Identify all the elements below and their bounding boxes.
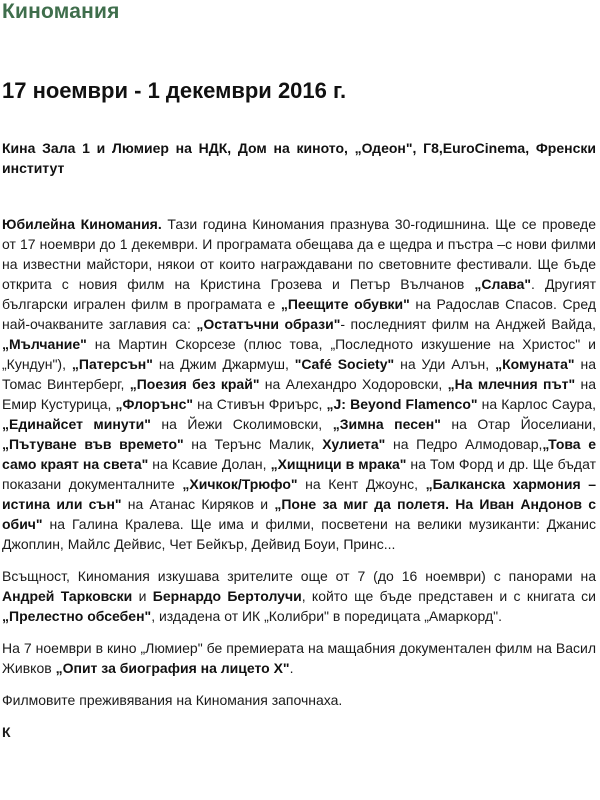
article-paragraph-5-truncated: К xyxy=(2,724,11,740)
bold-title-span: „Хичкок/Трюфо" xyxy=(182,476,298,492)
text-span: , издадена от ИК „Колибри" в поредицата „Амаркорд". xyxy=(151,608,503,624)
text-span: на Галина Кралева. Ще има и филми, посветени на велики музиканти: Джанис Джоплин, Майлс Дейвис, Чет Бейкър, Дейвид Боуи, Принс... xyxy=(2,516,596,552)
text-span: Тази година Киномания празнува 30-годишнина. Ще се проведе от 17 ноември до 1 декември. И програмата обещава да е щедра и пъстра –с нови филми на известни майстори, някои от които награждавани по световните фестивали. Ще бъде открита с новия филм на Кристина Грозева и Петър Вълчанов xyxy=(2,216,597,292)
text-span: на Джим Джармуш, xyxy=(152,356,295,372)
text-span: . Другият български игрален филм в програмата е xyxy=(2,276,596,312)
article-paragraph-4: Филмовите преживявания на Киномания започнаха. xyxy=(2,692,343,708)
text-span: - последният филм на Анджей Вайда, xyxy=(340,316,596,332)
bold-title-span: „Пеещите обувки" xyxy=(280,296,410,312)
bold-title-span: „Мълчание" xyxy=(2,336,87,352)
text-span: и xyxy=(132,588,153,604)
bold-title-span: „Поне за миг да полетя. На Иван Андонов с обич" xyxy=(2,496,596,532)
text-span: на Кент Джоунс, xyxy=(297,476,426,492)
bold-title-span: „Единайсет минути" xyxy=(2,416,151,432)
bold-title-span: „Балканска хармония – истина или сън" xyxy=(2,476,596,512)
bold-title-span: „J: Beyond Flamenco" xyxy=(326,396,478,412)
bold-title-span: „Слава" xyxy=(474,276,531,292)
bold-title-span: „Хищници в мрака" xyxy=(270,456,407,472)
bold-title-span: „Патерсън" xyxy=(71,356,153,372)
bold-title-span: Андрей Тарковски xyxy=(2,588,133,604)
bold-title-span: „На млечния път" xyxy=(447,376,576,392)
text-span: на Уди Алън, xyxy=(394,356,496,372)
bold-title-span: „Това е само краят на света" xyxy=(2,436,597,472)
text-span: на Радослав Спасов. Сред най-очакваните заглавия са: xyxy=(2,296,596,332)
bold-title-span: „Опит за биография на лицето Х" xyxy=(55,660,290,676)
text-span: на Терънс Малик, xyxy=(183,436,323,452)
article-paragraph-3 xyxy=(2,638,596,678)
text-span: на Томас Винтерберг, xyxy=(2,356,596,392)
bold-title-span: „Флорънс" xyxy=(115,396,194,412)
bold-title-span: "Café Society" xyxy=(294,356,395,372)
text-span: на Атанас Киряков и xyxy=(121,496,275,512)
bold-title-span: „Зимна песен" xyxy=(332,416,441,432)
text-span: на Емир Кустурица, xyxy=(2,376,596,412)
text-span: на Мартин Скорсезе (плюс това, „Последното изкушение на Христос" и „Кундун"), xyxy=(2,336,596,372)
bold-title-span: Хулиета" xyxy=(322,436,386,452)
text-span: . xyxy=(289,660,294,676)
text-span: на Отар Йоселиани, xyxy=(440,416,597,432)
text-span: на Педро Алмодовар, xyxy=(385,436,543,452)
text-span: на Стивън Фриърс, xyxy=(193,396,327,412)
text-span: Всъщност, Киномания изкушава зрителите още от 7 (до 16 ноември) с панорами на xyxy=(2,568,596,584)
text-span: на Алехандро Ходоровски, xyxy=(259,376,448,392)
article-paragraph-1 xyxy=(2,214,596,554)
bold-title-span: „Остатъчни образи" xyxy=(196,316,341,332)
event-dates-heading: 17 ноември - 1 декември 2016 г. xyxy=(2,78,347,103)
bold-title-span: „Прелестно обсебен" xyxy=(2,608,152,624)
bold-title-span: „Комуната" xyxy=(495,356,575,372)
text-span: На 7 ноември в кино „Люмиер" бе премиерата на мащабния документален филм на Васил Живков xyxy=(2,640,596,676)
text-span: на Карлос Саура, xyxy=(477,396,596,412)
text-span: на Том Форд и др. Ще бъдат показани документалните xyxy=(2,456,596,492)
bold-title-span: „Пътуване във времето" xyxy=(2,436,184,452)
bold-title-span: „Поезия без край" xyxy=(129,376,260,392)
bold-title-span: Бернардо Бертолучи xyxy=(152,588,302,604)
text-span: , който ще бъде представен и с книгата си xyxy=(301,588,596,604)
text-span: на Йежи Сколимовски, xyxy=(150,416,333,432)
site-title[interactable]: Киномания xyxy=(2,0,120,23)
event-venues: Кина Зала 1 и Люмиер на НДК, Дом на киното, „Одеон", Г8,EuroCinema, Френски институт xyxy=(2,140,596,176)
bold-title-span: Юбилейна Киномания. xyxy=(2,216,162,232)
article-paragraph-2 xyxy=(2,566,596,626)
text-span: на Ксавие Долан, xyxy=(148,456,271,472)
